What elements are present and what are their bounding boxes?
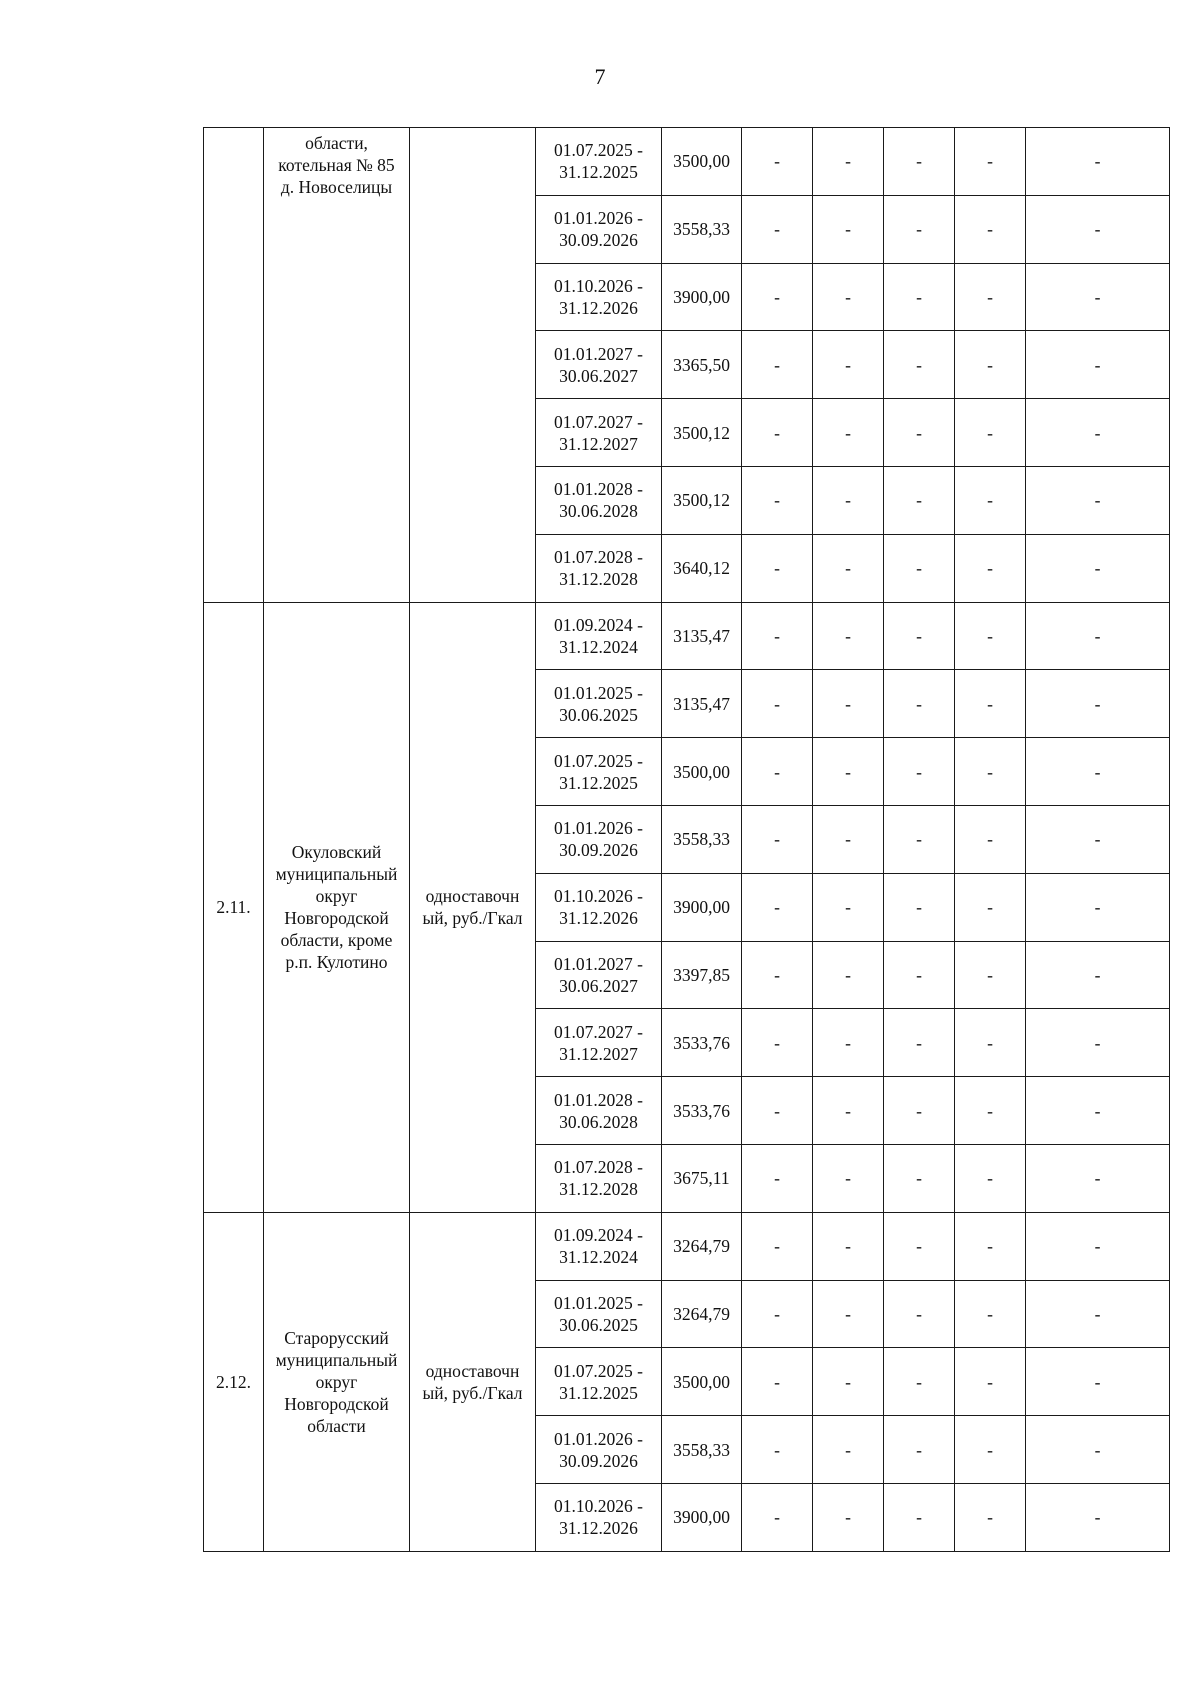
empty-value-dash: -	[1026, 602, 1170, 670]
empty-value-dash: -	[742, 331, 813, 399]
empty-value-dash: -	[813, 738, 884, 806]
tariff-value: 3500,12	[662, 399, 742, 467]
period-dates: 01.09.2024 - 31.12.2024	[554, 1225, 643, 1268]
tariff-value: 3264,79	[662, 1280, 742, 1348]
period-cell	[536, 805, 662, 873]
period-dates: 01.10.2026 - 31.12.2026	[554, 1496, 643, 1539]
empty-value-dash: -	[813, 1483, 884, 1551]
period-dates: 01.01.2026 - 30.09.2026	[554, 1428, 643, 1471]
empty-value-dash: -	[955, 1212, 1026, 1280]
empty-value-dash: -	[813, 1077, 884, 1145]
period-dates: 01.01.2027 - 30.06.2027	[554, 343, 643, 386]
tariff-type-cell	[410, 128, 536, 603]
tariff-value: 3900,00	[662, 1483, 742, 1551]
empty-value-dash: -	[1026, 263, 1170, 331]
empty-value-dash: -	[1026, 534, 1170, 602]
empty-value-dash: -	[955, 263, 1026, 331]
period-dates: 01.07.2028 - 31.12.2028	[554, 547, 643, 590]
tariff-type-cell	[410, 602, 536, 1212]
empty-value-dash: -	[742, 534, 813, 602]
empty-value-dash: -	[742, 873, 813, 941]
tariff-value: 3533,76	[662, 1009, 742, 1077]
empty-value-dash: -	[1026, 466, 1170, 534]
empty-value-dash: -	[742, 805, 813, 873]
empty-value-dash: -	[813, 534, 884, 602]
empty-value-dash: -	[955, 534, 1026, 602]
empty-value-dash: -	[813, 331, 884, 399]
tariff-value: 3397,85	[662, 941, 742, 1009]
period-dates: 01.09.2024 - 31.12.2024	[554, 614, 643, 657]
period-cell	[536, 263, 662, 331]
empty-value-dash: -	[955, 1280, 1026, 1348]
empty-value-dash: -	[813, 195, 884, 263]
table-row	[204, 128, 1170, 196]
tariff-type-cell	[410, 1212, 536, 1551]
empty-value-dash: -	[1026, 128, 1170, 196]
empty-value-dash: -	[884, 466, 955, 534]
tariff-value: 3500,00	[662, 128, 742, 196]
period-cell	[536, 466, 662, 534]
empty-value-dash: -	[1026, 738, 1170, 806]
period-cell	[536, 1280, 662, 1348]
period-cell	[536, 534, 662, 602]
tariff-value: 3558,33	[662, 1416, 742, 1484]
period-cell	[536, 195, 662, 263]
empty-value-dash: -	[955, 399, 1026, 467]
period-cell	[536, 602, 662, 670]
period-dates: 01.01.2026 - 30.09.2026	[554, 208, 643, 251]
empty-value-dash: -	[884, 1280, 955, 1348]
period-dates: 01.01.2025 - 30.06.2025	[554, 1292, 643, 1335]
empty-value-dash: -	[884, 670, 955, 738]
empty-value-dash: -	[742, 1009, 813, 1077]
empty-value-dash: -	[742, 399, 813, 467]
empty-value-dash: -	[1026, 805, 1170, 873]
empty-value-dash: -	[955, 602, 1026, 670]
item-number: 2.12.	[204, 1212, 264, 1551]
empty-value-dash: -	[1026, 1077, 1170, 1145]
empty-value-dash: -	[1026, 1144, 1170, 1212]
empty-value-dash: -	[813, 466, 884, 534]
tariff-value: 3264,79	[662, 1212, 742, 1280]
empty-value-dash: -	[742, 1280, 813, 1348]
tariff-value: 3500,12	[662, 466, 742, 534]
empty-value-dash: -	[955, 195, 1026, 263]
tariff-value: 3500,00	[662, 738, 742, 806]
period-dates: 01.01.2026 - 30.09.2026	[554, 818, 643, 861]
tariff-value: 3135,47	[662, 670, 742, 738]
period-dates: 01.07.2025 - 31.12.2025	[554, 750, 643, 793]
period-dates: 01.07.2027 - 31.12.2027	[554, 1021, 643, 1064]
empty-value-dash: -	[1026, 941, 1170, 1009]
empty-value-dash: -	[955, 128, 1026, 196]
tariff-value: 3365,50	[662, 331, 742, 399]
empty-value-dash: -	[813, 1009, 884, 1077]
empty-value-dash: -	[813, 263, 884, 331]
period-cell	[536, 1483, 662, 1551]
empty-value-dash: -	[884, 738, 955, 806]
table-row	[204, 1212, 1170, 1280]
empty-value-dash: -	[955, 1483, 1026, 1551]
empty-value-dash: -	[813, 399, 884, 467]
empty-value-dash: -	[813, 941, 884, 1009]
empty-value-dash: -	[813, 873, 884, 941]
empty-value-dash: -	[884, 1416, 955, 1484]
period-dates: 01.07.2028 - 31.12.2028	[554, 1157, 643, 1200]
empty-value-dash: -	[813, 1212, 884, 1280]
empty-value-dash: -	[1026, 1212, 1170, 1280]
empty-value-dash: -	[955, 466, 1026, 534]
empty-value-dash: -	[884, 1077, 955, 1145]
period-cell	[536, 1212, 662, 1280]
tariff-value: 3900,00	[662, 873, 742, 941]
empty-value-dash: -	[955, 941, 1026, 1009]
tariff-type: одноставочн ый, руб./Гкал	[422, 886, 523, 929]
empty-value-dash: -	[884, 1009, 955, 1077]
empty-value-dash: -	[742, 263, 813, 331]
empty-value-dash: -	[1026, 1483, 1170, 1551]
empty-value-dash: -	[1026, 670, 1170, 738]
empty-value-dash: -	[955, 1009, 1026, 1077]
empty-value-dash: -	[813, 670, 884, 738]
empty-value-dash: -	[1026, 1009, 1170, 1077]
empty-value-dash: -	[813, 1348, 884, 1416]
empty-value-dash: -	[955, 1077, 1026, 1145]
area-name: области, котельная № 85 д. Новоселицы	[278, 133, 395, 197]
empty-value-dash: -	[884, 602, 955, 670]
area-cell	[264, 1212, 410, 1551]
empty-value-dash: -	[742, 670, 813, 738]
period-dates: 01.10.2026 - 31.12.2026	[554, 275, 643, 318]
empty-value-dash: -	[813, 602, 884, 670]
empty-value-dash: -	[742, 466, 813, 534]
empty-value-dash: -	[742, 195, 813, 263]
empty-value-dash: -	[955, 1348, 1026, 1416]
table-row	[204, 602, 1170, 670]
period-dates: 01.07.2025 - 31.12.2025	[554, 140, 643, 183]
empty-value-dash: -	[1026, 399, 1170, 467]
empty-value-dash: -	[742, 1077, 813, 1145]
empty-value-dash: -	[742, 602, 813, 670]
empty-value-dash: -	[742, 1348, 813, 1416]
tariff-value: 3533,76	[662, 1077, 742, 1145]
empty-value-dash: -	[813, 1416, 884, 1484]
period-cell	[536, 873, 662, 941]
period-cell	[536, 670, 662, 738]
period-dates: 01.01.2025 - 30.06.2025	[554, 682, 643, 725]
period-cell	[536, 399, 662, 467]
empty-value-dash: -	[813, 805, 884, 873]
period-cell	[536, 1348, 662, 1416]
tariff-type: одноставочн ый, руб./Гкал	[422, 1360, 523, 1403]
item-number: 2.11.	[204, 602, 264, 1212]
empty-value-dash: -	[1026, 331, 1170, 399]
empty-value-dash: -	[742, 1144, 813, 1212]
page-number: 7	[594, 64, 606, 89]
tariff-value: 3500,00	[662, 1348, 742, 1416]
empty-value-dash: -	[1026, 1416, 1170, 1484]
empty-value-dash: -	[742, 1416, 813, 1484]
empty-value-dash: -	[884, 941, 955, 1009]
empty-value-dash: -	[884, 805, 955, 873]
period-cell	[536, 1416, 662, 1484]
area-cell	[264, 128, 410, 603]
empty-value-dash: -	[1026, 1280, 1170, 1348]
tariff-value: 3558,33	[662, 805, 742, 873]
empty-value-dash: -	[955, 873, 1026, 941]
empty-value-dash: -	[884, 331, 955, 399]
tariff-value: 3640,12	[662, 534, 742, 602]
empty-value-dash: -	[884, 534, 955, 602]
empty-value-dash: -	[742, 738, 813, 806]
empty-value-dash: -	[813, 1144, 884, 1212]
empty-value-dash: -	[884, 128, 955, 196]
empty-value-dash: -	[884, 873, 955, 941]
empty-value-dash: -	[955, 331, 1026, 399]
period-dates: 01.01.2028 - 30.06.2028	[554, 1089, 643, 1132]
empty-value-dash: -	[955, 670, 1026, 738]
empty-value-dash: -	[1026, 1348, 1170, 1416]
tariff-value: 3900,00	[662, 263, 742, 331]
empty-value-dash: -	[955, 805, 1026, 873]
tariff-value: 3675,11	[662, 1144, 742, 1212]
period-cell	[536, 1144, 662, 1212]
area-name: Старорусский муниципальный округ Новгородской области	[275, 1327, 398, 1436]
tariff-table	[203, 127, 1170, 1552]
period-cell	[536, 128, 662, 196]
empty-value-dash: -	[742, 941, 813, 1009]
period-dates: 01.07.2027 - 31.12.2027	[554, 411, 643, 454]
empty-value-dash: -	[1026, 873, 1170, 941]
period-cell	[536, 941, 662, 1009]
empty-value-dash: -	[955, 1416, 1026, 1484]
area-cell	[264, 602, 410, 1212]
tariff-value: 3558,33	[662, 195, 742, 263]
period-dates: 01.01.2028 - 30.06.2028	[554, 479, 643, 522]
empty-value-dash: -	[884, 263, 955, 331]
period-dates: 01.10.2026 - 31.12.2026	[554, 886, 643, 929]
tariff-value: 3135,47	[662, 602, 742, 670]
empty-value-dash: -	[1026, 195, 1170, 263]
period-cell	[536, 1009, 662, 1077]
empty-value-dash: -	[955, 738, 1026, 806]
empty-value-dash: -	[742, 1483, 813, 1551]
period-dates: 01.01.2027 - 30.06.2027	[554, 953, 643, 996]
period-dates: 01.07.2025 - 31.12.2025	[554, 1360, 643, 1403]
empty-value-dash: -	[884, 1348, 955, 1416]
empty-value-dash: -	[884, 1483, 955, 1551]
empty-value-dash: -	[884, 195, 955, 263]
empty-value-dash: -	[813, 128, 884, 196]
empty-value-dash: -	[884, 1212, 955, 1280]
empty-value-dash: -	[742, 1212, 813, 1280]
tariff-table-body	[204, 128, 1170, 1552]
empty-value-dash: -	[884, 1144, 955, 1212]
empty-value-dash: -	[955, 1144, 1026, 1212]
empty-value-dash: -	[884, 399, 955, 467]
area-name: Окуловский муниципальный округ Новгородской области, кроме р.п. Кулотино	[275, 842, 398, 973]
period-cell	[536, 1077, 662, 1145]
item-number	[204, 128, 264, 603]
period-cell	[536, 738, 662, 806]
period-cell	[536, 331, 662, 399]
empty-value-dash: -	[813, 1280, 884, 1348]
empty-value-dash: -	[742, 128, 813, 196]
